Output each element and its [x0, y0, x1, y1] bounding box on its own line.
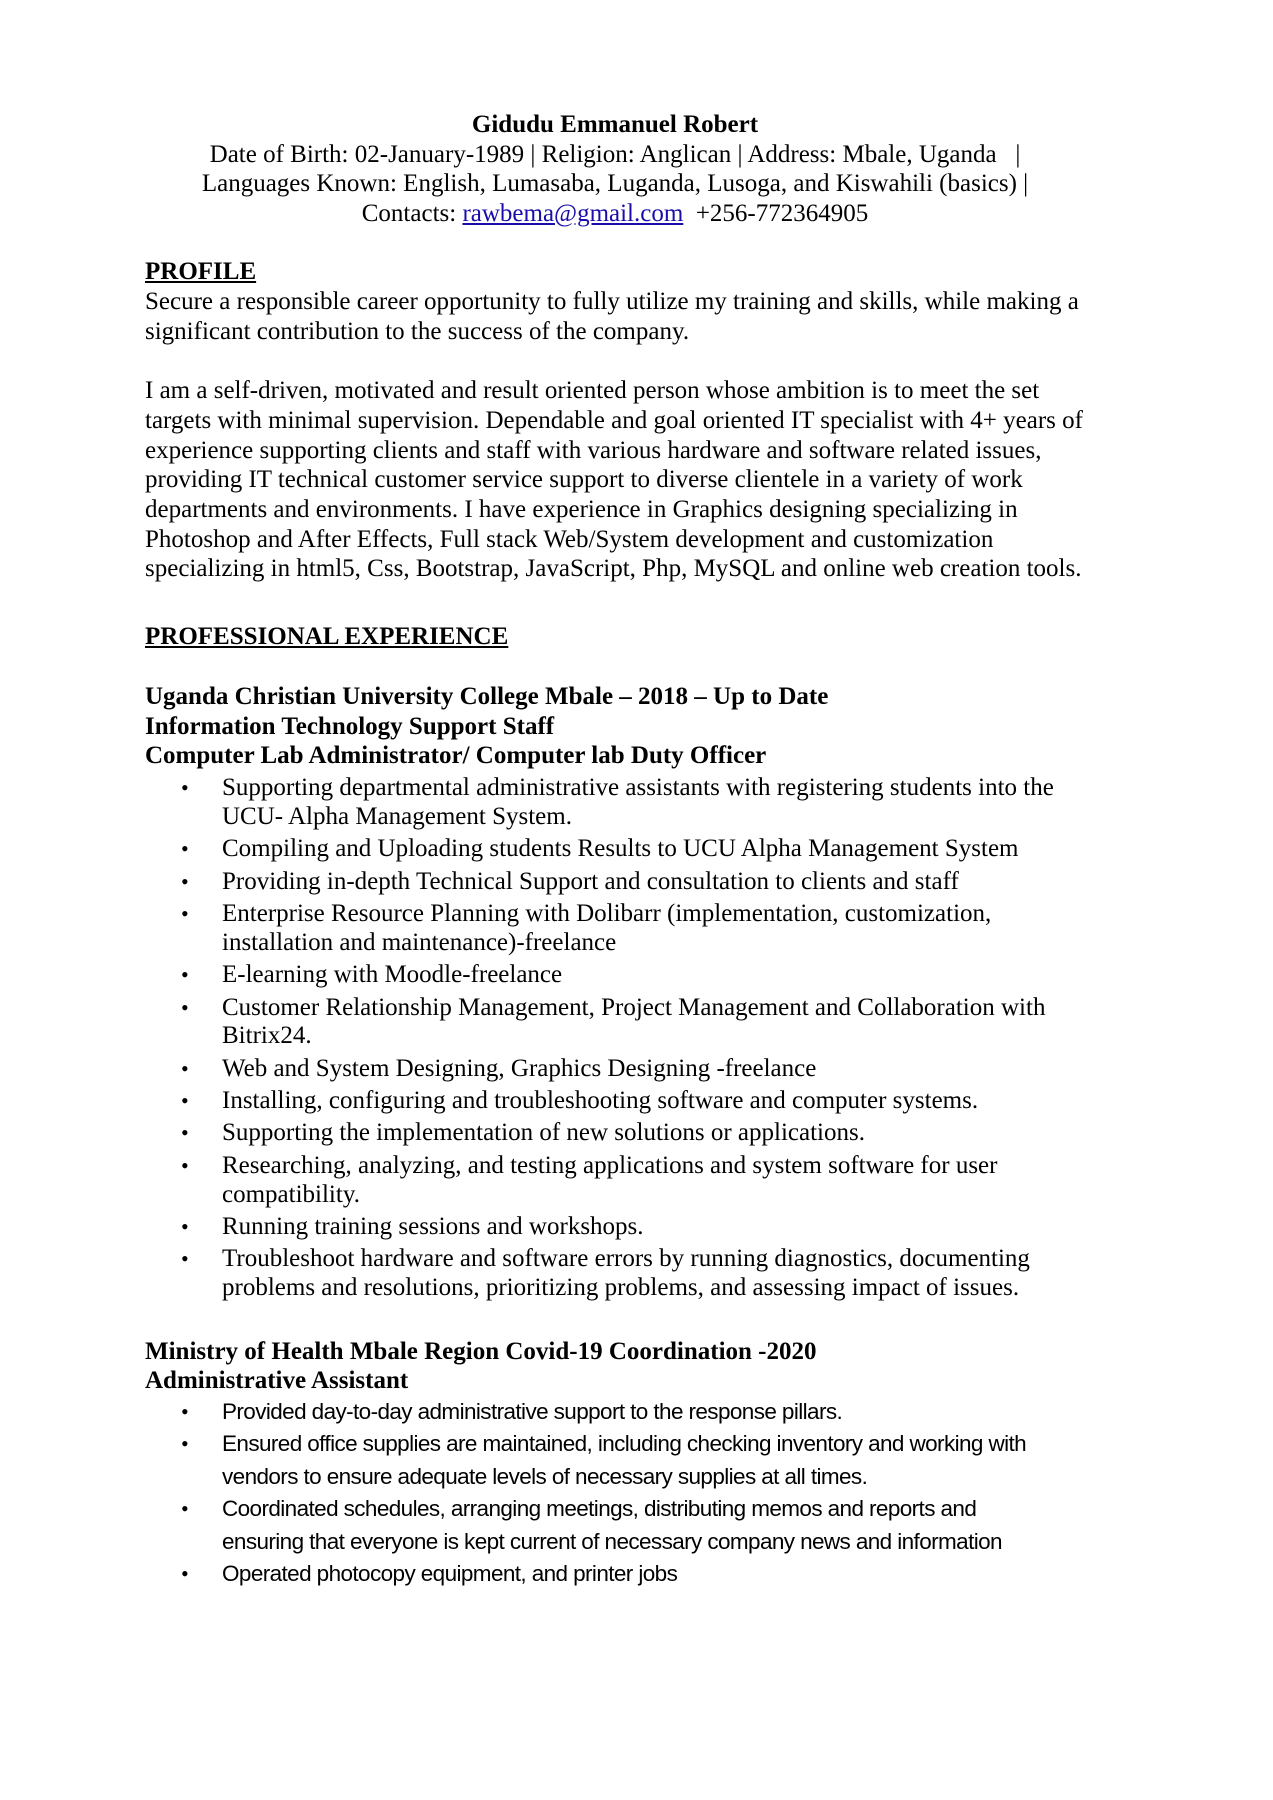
list-item: • Operated photocopy equipment, and printer jobs — [145, 1558, 1062, 1591]
list-item: • Web and System Designing, Graphics Designing -freelance — [145, 1055, 1105, 1084]
personal-details: Date of Birth: 02-January-1989 | Religion: Anglican | Address: Mbale, Uganda | — [209, 140, 1021, 168]
list-item: • Enterprise Resource Planning with Dolibarr (implementation, customization, installation and maintenance)-freelance — [145, 900, 1105, 957]
job-role: Computer Lab Administrator/ Computer lab Duty Officer — [145, 742, 767, 770]
contacts — [125, 199, 1105, 229]
list-item: • Coordinated schedules, arranging meetings, distributing memos and reports and ensuring that everyone is kept current of necessary company news and information — [145, 1493, 1062, 1558]
email-link[interactable]: rawbema@gmail.com — [462, 199, 684, 227]
list-item: • Ensured office supplies are maintained, including checking inventory and working with vendors to ensure adequate levels of necessary supplies at all times. — [145, 1428, 1062, 1493]
experience-heading: PROFESSIONAL EXPERIENCE — [145, 623, 509, 651]
list-item: • Provided day-to-day administrative support to the response pillars. — [145, 1396, 1062, 1429]
job-title: Administrative Assistant — [145, 1367, 409, 1395]
job-ucu — [145, 682, 1105, 1303]
list-item: • Compiling and Uploading students Results to UCU Alpha Management System — [145, 835, 1105, 864]
list-item: • E-learning with Moodle-freelance — [145, 961, 1105, 990]
list-item: • Supporting departmental administrative assistants with registering students into the UCU- Alpha Management System. — [145, 774, 1105, 831]
job-organization: Uganda Christian University College Mbale – 2018 – Up to Date — [145, 683, 829, 711]
languages-known: Languages Known: English, Lumasaba, Luganda, Lusoga, and Kiswahili (basics) | — [201, 170, 1029, 197]
list-item: • Providing in-depth Technical Support and consultation to clients and staff — [145, 868, 1105, 897]
profile-objective: Secure a responsible career opportunity to fully utilize my training and skills, while making a significant contribution to the success of the company. — [145, 288, 1079, 345]
list-item: • Customer Relationship Management, Project Management and Collaboration with Bitrix24. — [145, 994, 1105, 1051]
list-item: • Troubleshoot hardware and software errors by running diagnostics, documenting problems and resolutions, prioritizing problems, and assessing impact of issues. — [145, 1245, 1105, 1302]
list-item: • Supporting the implementation of new solutions or applications. — [145, 1119, 1105, 1148]
job-title: Information Technology Support Staff — [145, 712, 555, 740]
profile-heading: PROFILE — [145, 258, 257, 285]
list-item: • Researching, analyzing, and testing applications and system software for user compatibility. — [145, 1152, 1105, 1209]
profile-summary: I am a self-driven, motivated and result oriented person whose ambition is to meet the set targets with minimal supervision. Dependable and goal oriented IT specialist with 4+ years of experience supporting clients and staff with various hardware and software related issues, providing IT technical customer service support to diverse clientele in a variety of work departments and environments. I have experience in Graphics designing specializing in Photoshop and After Effects, Full stack Web/System development and customization specializing in html5, Css, Bootstrap, JavaScript, Php, MySQL and online web creation tools. — [145, 377, 1083, 583]
resume-header — [125, 110, 1105, 228]
resume-page — [145, 110, 1105, 1591]
list-item: • Installing, configuring and troubleshooting software and computer systems. — [145, 1087, 1105, 1116]
phone-number: +256-772364905 — [683, 199, 869, 227]
job-duties-list — [145, 774, 1105, 1303]
job-moh — [145, 1337, 1105, 1591]
candidate-name: Gidudu Emmanuel Robert — [471, 111, 759, 138]
contacts-label: Contacts: — [361, 199, 463, 227]
job-organization: Ministry of Health Mbale Region Covid-19 Coordination -2020 — [145, 1337, 817, 1365]
job-duties-list — [145, 1396, 1105, 1591]
list-item: • Running training sessions and workshops. — [145, 1213, 1105, 1242]
